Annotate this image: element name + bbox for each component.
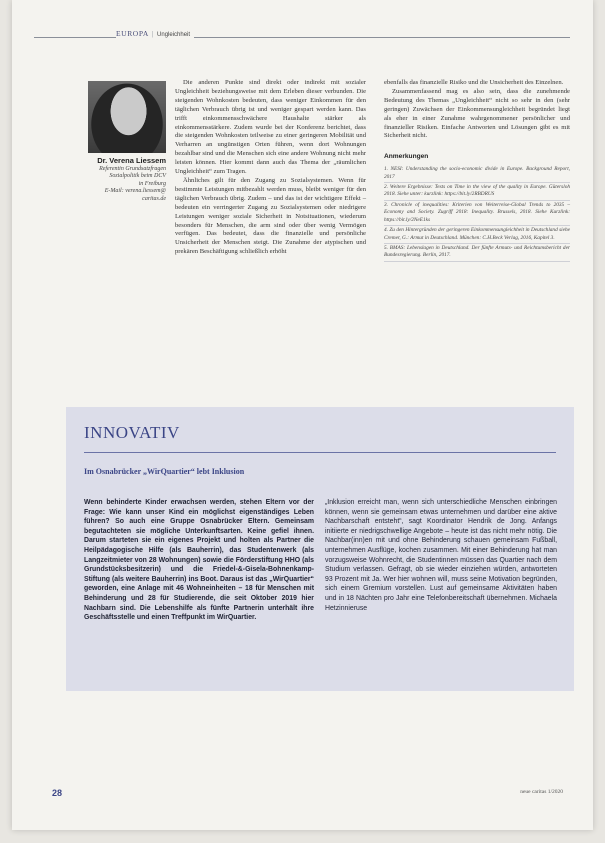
note-item: 2. Weitere Ergebnisse: Tests on Time in the view of the quality in Europe. Gütersloh 2018. Siehe unter: kurzlink: https://bit.ly/2RBDRUS	[384, 183, 570, 201]
box-title: INNOVATIV	[84, 423, 180, 442]
page-number: 28	[52, 788, 63, 798]
paragraph: Die anderen Punkte sind direkt oder indirekt mit sozialer Ungleichheit beziehungsweise mit dem Erleben dieser verbunden. Die steigenden Wohnkosten bedeuten, dass weniger Einkommen für den täglichen Verbrauch übrig ist und weniger gespart werden kann. Das trifft einkommensschwächere Haushalte stärker als einkommensstärkere. Zudem wurde bei der Konferenz berichtet, dass die steigenden Wohnkosten teilweise zu einer geringeren Mobilität und Verharren an ungünstigen Orten führen, wenn dort Wohnungen bezahlbar sind und die Menschen sich eine andere Wohnung nicht mehr leisten können. Hier kommt dann auch das Thema der „räumlichen Ungleichheit“ zum Tragen.	[175, 79, 366, 176]
box-column-2: „Inklusion erreicht man, wenn sich unterschiedliche Menschen einbringen können, wenn sie gemeinsam etwas unternehmen und darüber eine aktive Nachbarschaft entsteht“, sagt Koordinator Hendrik de Jong. Anfangs initiierte er niedrigschwellige Angebote – heute ist das nicht mehr nötig. Die Nachbar(inn)en mit und ohne Behinderung schauen gemeinsam Fußball, unternehmen Ausflüge, kochen zusammen. Mit einer Behinderung hat man vorzugsweise Wohnrecht, die Studentinnen müssen das Quartier nach dem Studium verlassen. Gefragt, ob sie wieder einziehen würden, antworteten 93 Prozent mit Ja. Wer hier wohnen will, muss seine Motivation begründen, sich einem Gremium vorstellen. Lust auf gemeinsame Aktivitäten haben und in 18 Nächten pro Jahr eine Telefonbereitschaft übernehmen. Michaela Hetzinnieruse	[325, 499, 557, 612]
box-subtitle: Im Osnabrücker „WirQuartier“ lebt Inklusion	[84, 467, 245, 476]
innovativ-box	[66, 407, 574, 691]
box-rule	[84, 452, 556, 453]
author-line: in Freiburg	[138, 180, 166, 187]
note-item: 5. BMAS: Lebenslagen in Deutschland. Der fünfte Armuts- und Reichtumsbericht der Bundesregierung. Berlin, 2017.	[384, 244, 570, 262]
author-name: Dr. Verena Liessem	[97, 156, 166, 165]
subsection-name: Ungleichheit	[157, 32, 191, 38]
header-rule	[34, 37, 570, 38]
article-column-2	[384, 79, 570, 262]
section-name: EUROPA	[116, 29, 149, 38]
box-column-1: Wenn behinderte Kinder erwachsen werden, stehen Eltern vor der Frage: Wie kann unser Kind ein möglichst eigenständiges Leben führen? So auch eine Gruppe Osnabrücker Eltern. Gemeinsam begutachteten sie mögliche Unterkunftsarten. Keine gefiel ihnen. Darum starteten sie ein eigenes Projekt und holten als Partner die Heilpädagogische Hilfe (als Bauherrin), das Studentenwerk (als Langzeitmieter von 28 Wohnungen) sowie die Förderstiftung HHO (als Grundstücksbesitzerin) und die Friedel-&-Gisela-Bohnenkamp-Stiftung (als weitere Bauherrin) ins Boot. Daraus ist das „WirQuartier“ geworden, eine Anlage mit 46 Wohneinheiten – 18 für Menschen mit Behinderung und 28 für Studierende, die seit Oktober 2019 hier Nachbarn sind. Die Lebenshilfe als fünfte Partnerin unterhält ihre Geschäftsstelle und einen Treffpunkt im WirQuartier.	[84, 499, 314, 622]
paragraph: Zusammenfassend mag es also sein, dass die zunehmende Bedeutung des Themas „Ungleichheit“ nicht so sehr in den (sehr geringen) Zuwächsen der Einkommensungleichheit begründet liegt als eher in einer Zunahme wahrgenommener persönlicher und finanzieller Risiken. Einfache Antworten und Lösungen gibt es mit Sicherheit nicht.	[384, 87, 570, 140]
author-line: caritas.de	[142, 195, 166, 202]
magazine-page	[12, 0, 593, 830]
header-separator: |	[151, 29, 155, 38]
author-line: E-Mail: verena.liessem@	[104, 188, 166, 195]
author-line: Referentin Grundsatzfragen	[99, 165, 166, 172]
magazine-footer: neue caritas 1/2020	[520, 789, 563, 795]
author-info	[46, 157, 166, 204]
note-item: 4. Zu den Hintergründen der geringeren Einkommensungleichheit in Deutschland siehe Cremer, G.: Armut in Deutschland. München: C.H.Beck Verlag, 2016, Kapitel 3.	[384, 226, 570, 244]
notes-heading: Anmerkungen	[384, 153, 429, 161]
author-portrait	[88, 81, 166, 153]
section-header	[116, 29, 194, 38]
author-line: Sozialpolitik beim DCV	[109, 173, 166, 180]
article-column-1	[175, 79, 366, 257]
paragraph: ebenfalls das finanzielle Risiko und die Unsicherheit des Einzelnen.	[384, 79, 564, 86]
note-item: 1. NESI: Understanding the socio-economic divide in Europe. Background Report, 2017	[384, 165, 570, 183]
note-item: 3. Chronicle of inequalities: Kriterien von Weiterreise-Global Trends to 2035 – Economy and Society. Zugriff 2018: Inequality. Brussels, 2018. Siehe Kurzlink: https://bit.ly/2NeE1ks	[384, 201, 570, 226]
paragraph: Ähnliches gilt für den Zugang zu Sozialsystemen. Wenn für bestimmte Leistungen mitbezahlt werden muss, bleibt weniger für den täglichen Verbrauch übrig. Zudem – und das ist der wichtigere Effekt – bedeuten ein verringerter Zugang zu Sozialsystemen oder niedrigere Leistungen weniger soziale Sicherheit in Notsituationen, wiederum besonders für Menschen, die arm sind oder über wenig Vermögen verfügen. Das bedeutet, dass die finanzielle und persönliche Unsicherheit der Menschen steigt. Die Zunahme der atypischen und prekären Beschäftigung schließlich erhöht	[175, 176, 366, 256]
